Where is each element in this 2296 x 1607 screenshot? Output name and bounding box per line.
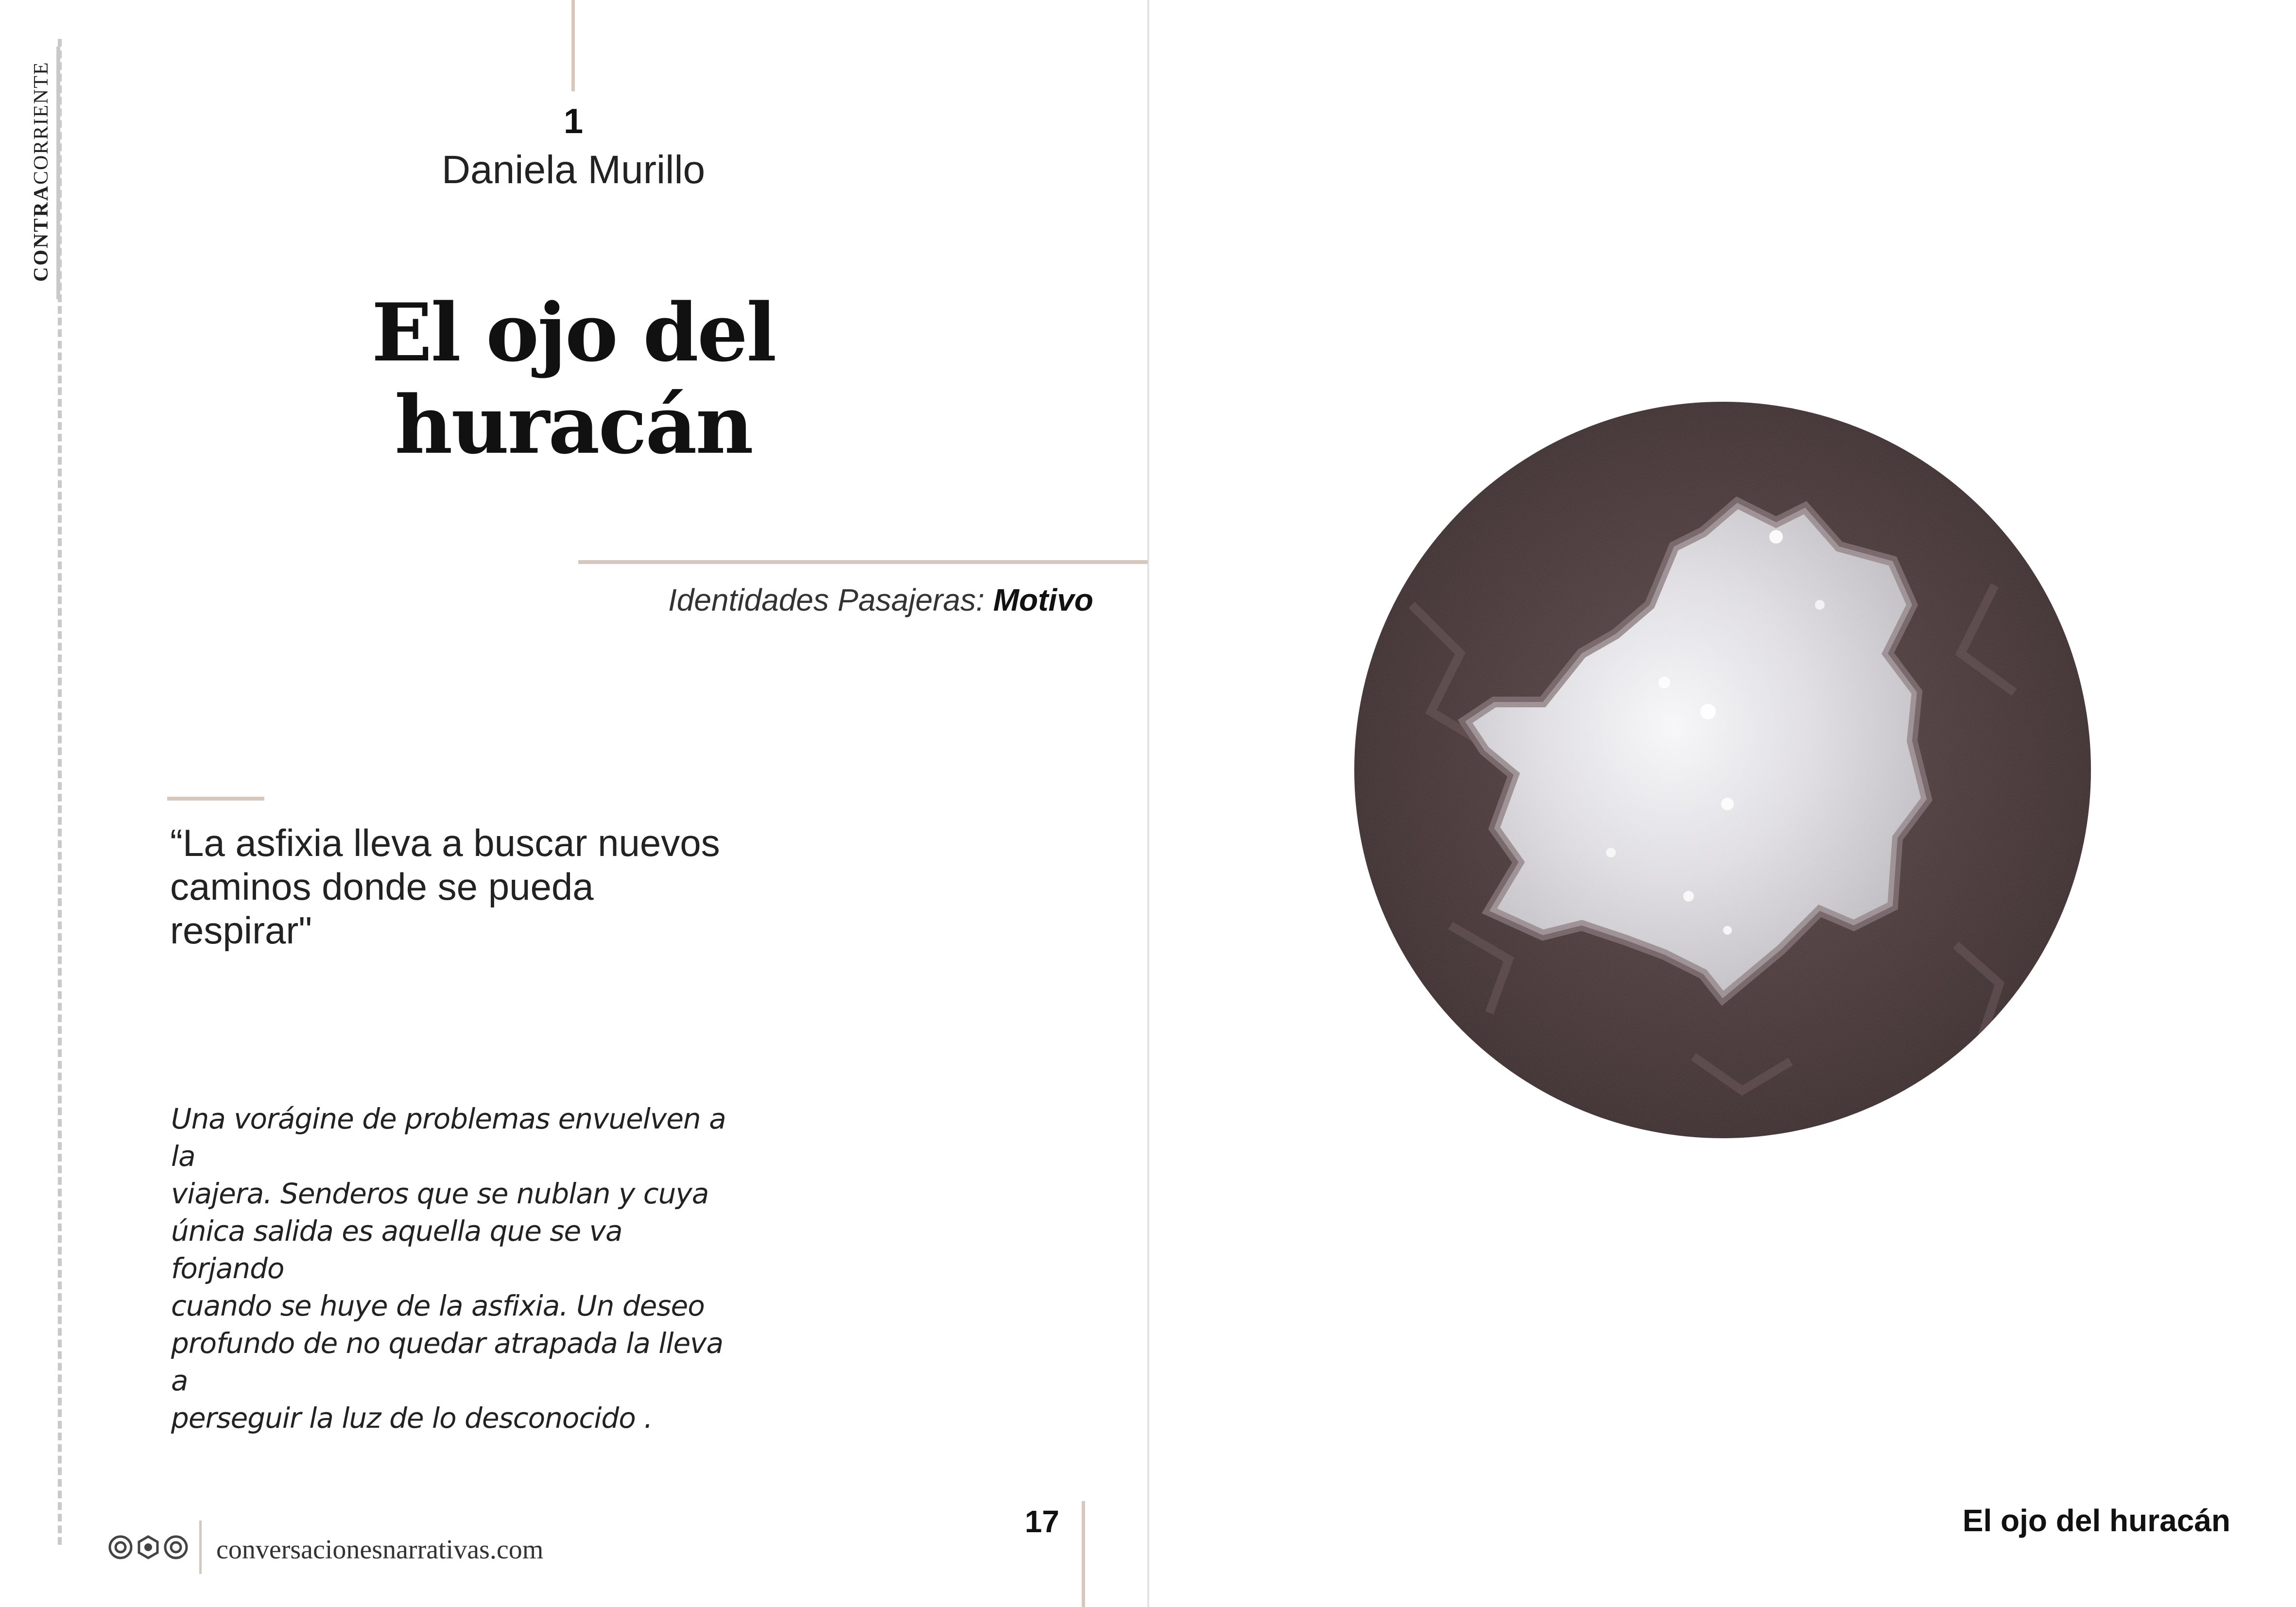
section-line	[535, 581, 1093, 619]
summary-line: cuando se huye de la asfixia. Un deseo	[171, 1289, 705, 1322]
title-line-2: huracán	[395, 378, 752, 472]
summary-line: viajera. Senderos que se nublan y cuya	[171, 1177, 709, 1210]
article-number: 1	[563, 102, 584, 141]
footer-divider	[199, 1521, 202, 1574]
page-number: 17	[1024, 1504, 1059, 1539]
spine-brand-regular: CORRIENTE	[30, 61, 52, 185]
top-accent-rule	[571, 0, 575, 91]
three-circles-logo-icon	[107, 1533, 190, 1562]
quote-rule	[167, 797, 264, 801]
section-value: Motivo	[993, 582, 1093, 617]
summary-line: Una vorágine de problemas envuelven a la	[171, 1102, 726, 1173]
section-rule	[578, 560, 1148, 564]
quote-line-2: caminos donde se pueda	[170, 865, 594, 908]
author-name: Daniela Murillo	[441, 148, 706, 192]
summary-line: única salida es aquella que se va forjando	[171, 1214, 622, 1285]
pull-quote	[170, 821, 753, 952]
running-title: El ojo del huracán	[1962, 1503, 2230, 1538]
quote-line-1: “La asfixia lleva a buscar nuevos	[170, 821, 720, 864]
section-label: Identidades Pasajeras:	[668, 582, 985, 617]
spine-brand	[19, 29, 63, 282]
quote-line-3: respirar"	[170, 909, 312, 952]
title-line-1: El ojo del	[371, 286, 776, 379]
summary-line: perseguir la luz de lo desconocido .	[171, 1402, 653, 1435]
summary-line: profundo de no quedar atrapada la lleva a	[171, 1327, 724, 1397]
bottom-accent-rule	[1082, 1501, 1085, 1607]
article-title	[330, 287, 816, 471]
spine-brand-bold: CONTRA	[30, 184, 52, 282]
page-gutter	[1147, 0, 1149, 1607]
hurricane-eye-artwork	[1353, 401, 2092, 1139]
website-link[interactable]: conversacionesnarrativas.com	[216, 1535, 544, 1565]
article-summary	[171, 1100, 730, 1437]
